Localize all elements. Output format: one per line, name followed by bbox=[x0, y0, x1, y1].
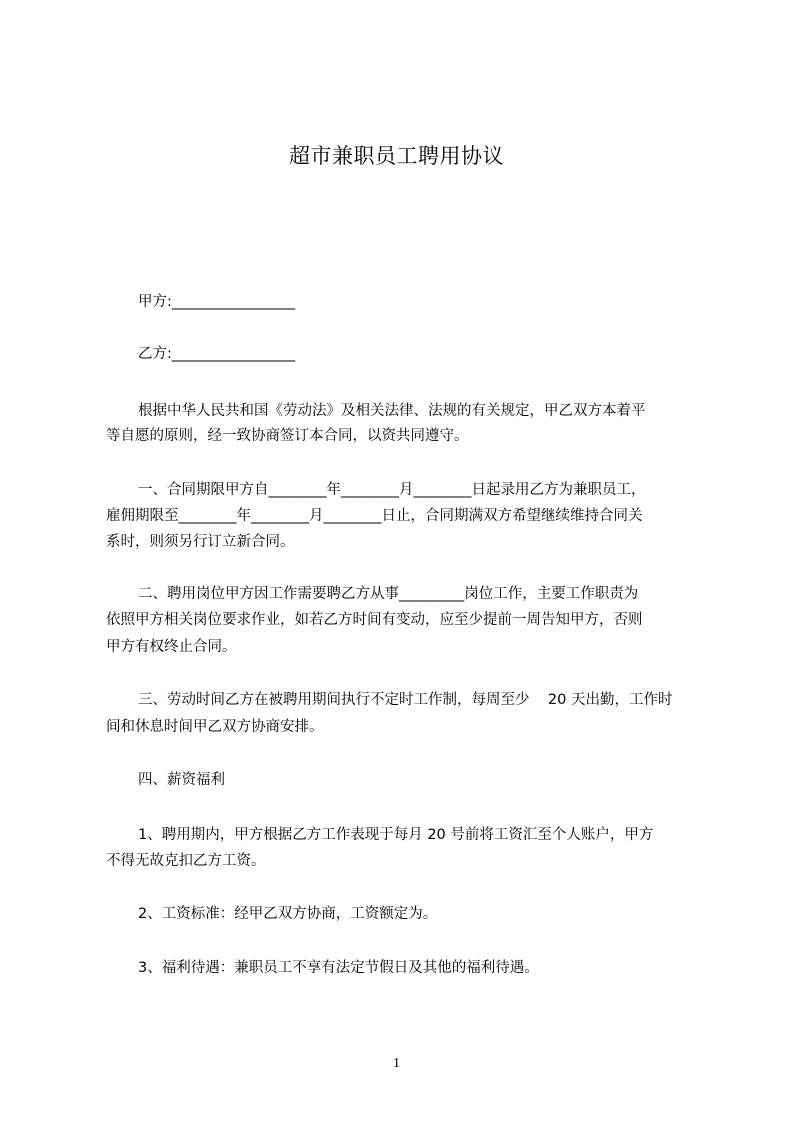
page-number: 1 bbox=[393, 1056, 400, 1071]
preamble-line-1: 根据中华人民共和国《劳动法》及相关法律、法规的有关规定，甲乙双方本着平 bbox=[138, 403, 646, 419]
clause4-title: 四、薪资福利 bbox=[138, 772, 225, 788]
preamble-line-2: 等自愿的原则，经一致协商签订本合同，以资共同遵守。 bbox=[106, 428, 469, 444]
clause4-2-line: 2、工资标准：经甲乙双方协商，工资额定为。 bbox=[138, 906, 438, 922]
clause3-line-1: 三、劳动时间乙方在被聘用期间执行不定时工作制，每周至少 20 天出勤，工作时 bbox=[138, 692, 673, 708]
clause1-line-1: 一、合同期限甲方自________年________月________日起录用乙方为兼职员工， bbox=[138, 482, 646, 498]
party-b-line: 乙方:_________________ bbox=[138, 346, 296, 362]
clause4-3-line: 3、福利待遇：兼职员工不享有法定节假日及其他的福利待遇。 bbox=[138, 960, 539, 976]
clause2-line-1: 二、聘用岗位甲方因工作需要聘乙方从事_________岗位工作，主要工作职责为 bbox=[138, 586, 639, 602]
clause1-line-3: 系时，则须另行订立新合同。 bbox=[106, 534, 295, 550]
clause3-line-2: 间和休息时间甲乙双方协商安排。 bbox=[106, 719, 324, 735]
party-a-line: 甲方:_________________ bbox=[138, 294, 296, 310]
clause4-1-line-2: 不得无故克扣乙方工资。 bbox=[106, 853, 266, 869]
clause2-line-2: 依照甲方相关岗位要求作业，如若乙方时间有变动，应至少提前一周告知甲方，否则 bbox=[106, 612, 643, 628]
clause4-1-line-1: 1、聘用期内，甲方根据乙方工作表现于每月 20 号前将工资汇至个人账户，甲方 bbox=[138, 827, 654, 843]
document-title: 超市兼职员工聘用协议 bbox=[289, 144, 504, 168]
clause1-line-2: 雇佣期限至________年________月________日止，合同期满双方希望继续维持合同关 bbox=[106, 508, 643, 524]
clause2-line-3: 甲方有权终止合同。 bbox=[106, 639, 237, 655]
